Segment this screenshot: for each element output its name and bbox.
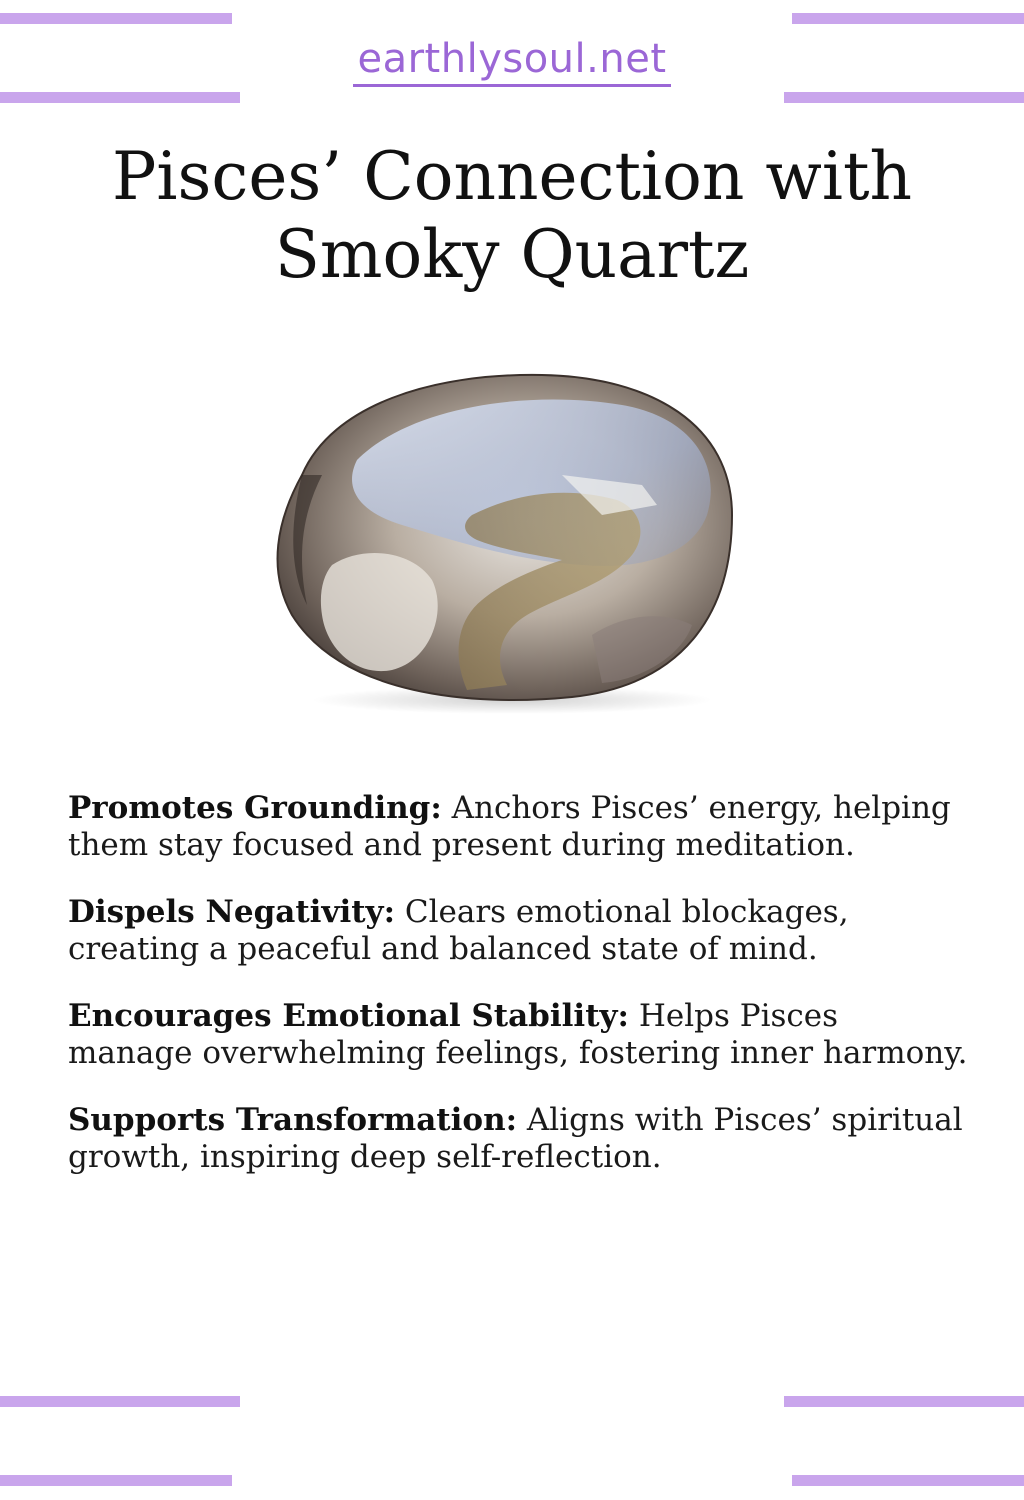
benefit-item [68,790,968,864]
benefit-item [68,1102,968,1176]
benefit-label: Supports Transformation: [68,1102,518,1138]
benefit-label: Dispels Negativity: [68,894,396,930]
site-logo[interactable] [0,36,1024,87]
benefit-label: Promotes Grounding: [68,790,442,826]
title-line-2: Smoky Quartz [274,216,750,293]
benefit-item [68,998,968,1072]
benefit-text: Anchors Pisces’ energy, helping them stay focused and present during meditation. [68,790,951,863]
benefit-item [68,894,968,968]
decorative-bar-top-right-1 [792,13,1024,24]
decorative-bar-bottom-right-1 [784,1396,1024,1407]
benefit-label: Encourages Emotional Stability: [68,998,629,1034]
decorative-bar-bottom-right-2 [792,1475,1024,1486]
title-line-1: Pisces’ Connection with [112,138,912,215]
benefit-text: Helps Pisces manage overwhelming feelings, fostering inner harmony. [68,998,968,1071]
decorative-bar-top-right-2 [784,92,1024,103]
logo-text: earthlysoul.net [353,36,670,87]
page-title [40,138,984,294]
benefit-text: Aligns with Pisces’ spiritual growth, inspiring deep self-reflection. [68,1102,963,1175]
decorative-bar-top-left-2 [0,92,240,103]
smoky-quartz-image [262,365,742,715]
benefit-text: Clears emotional blockages, creating a peaceful and balanced state of mind. [68,894,849,967]
benefits-list [68,790,968,1206]
decorative-bar-bottom-left-1 [0,1396,240,1407]
decorative-bar-bottom-left-2 [0,1475,232,1486]
decorative-bar-top-left-1 [0,13,232,24]
